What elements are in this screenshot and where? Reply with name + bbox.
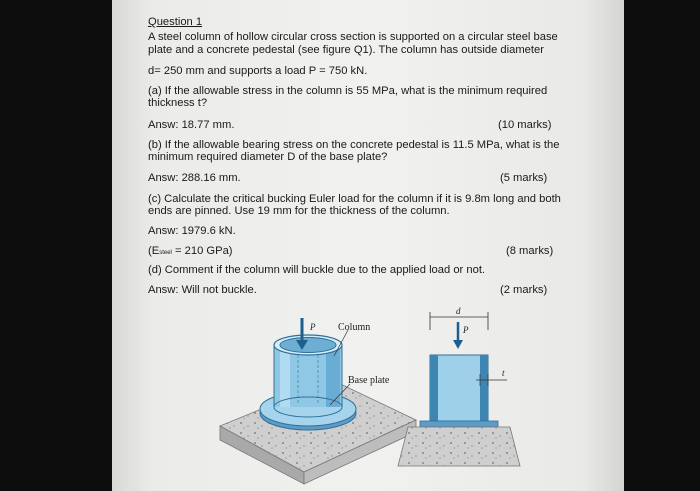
figure-q1 [112,0,624,491]
section-view [398,306,520,466]
part-c-answer: Answ: 1979.6 kN. [148,225,236,237]
part-c-line-2: ends are pinned. Use 19 mm for the thickness of the column. [148,205,450,217]
modulus-prefix: (E [148,245,160,257]
intro-line-3: d= 250 mm and supports a load P = 750 kN. [148,65,368,77]
part-d-line-1: (d) Comment if the column will buckle due to the applied load or not. [148,264,486,276]
label-d: d [456,306,461,316]
label-t: t [502,368,505,378]
part-a-answer: Answ: 18.77 mm. [148,119,235,131]
question-title: Question 1 [148,16,203,28]
part-a-line-2: thickness t? [148,97,208,109]
part-b-line-1: (b) If the allowable bearing stress on the concrete pedestal is 11.5 MPa, what is the [148,139,560,151]
intro-line-1: A steel column of hollow circular cross section is supported on a circular steel base [148,31,558,43]
part-b-marks: (5 marks) [500,172,548,184]
part-a-marks: (10 marks) [498,119,552,131]
column-3d [274,335,342,417]
part-c-marks: (8 marks) [506,245,554,257]
modulus-suffix: = 210 GPa) [171,245,233,257]
part-a-line-1: (a) If the allowable stress in the column is 55 MPa, what is the minimum required [148,85,548,97]
modulus-subscript: steel [159,250,172,256]
label-p-section: P [463,325,469,335]
label-p-3d: P [310,322,316,332]
label-base-plate: Base plate [348,375,390,386]
part-d-answer: Answ: Will not buckle. [148,284,257,296]
part-c-line-1: (c) Calculate the critical bucking Euler load for the column if it is 9.8m long and both [148,193,561,205]
part-d-marks: (2 marks) [500,284,548,296]
intro-line-2: plate and a concrete pedestal (see figure Q1). The column has outside diameter [148,44,544,56]
label-column: Column [338,322,371,333]
part-b-line-2: minimum required diameter D of the base plate? [148,151,388,163]
exam-page [112,0,624,491]
part-b-answer: Answ: 288.16 mm. [148,172,241,184]
